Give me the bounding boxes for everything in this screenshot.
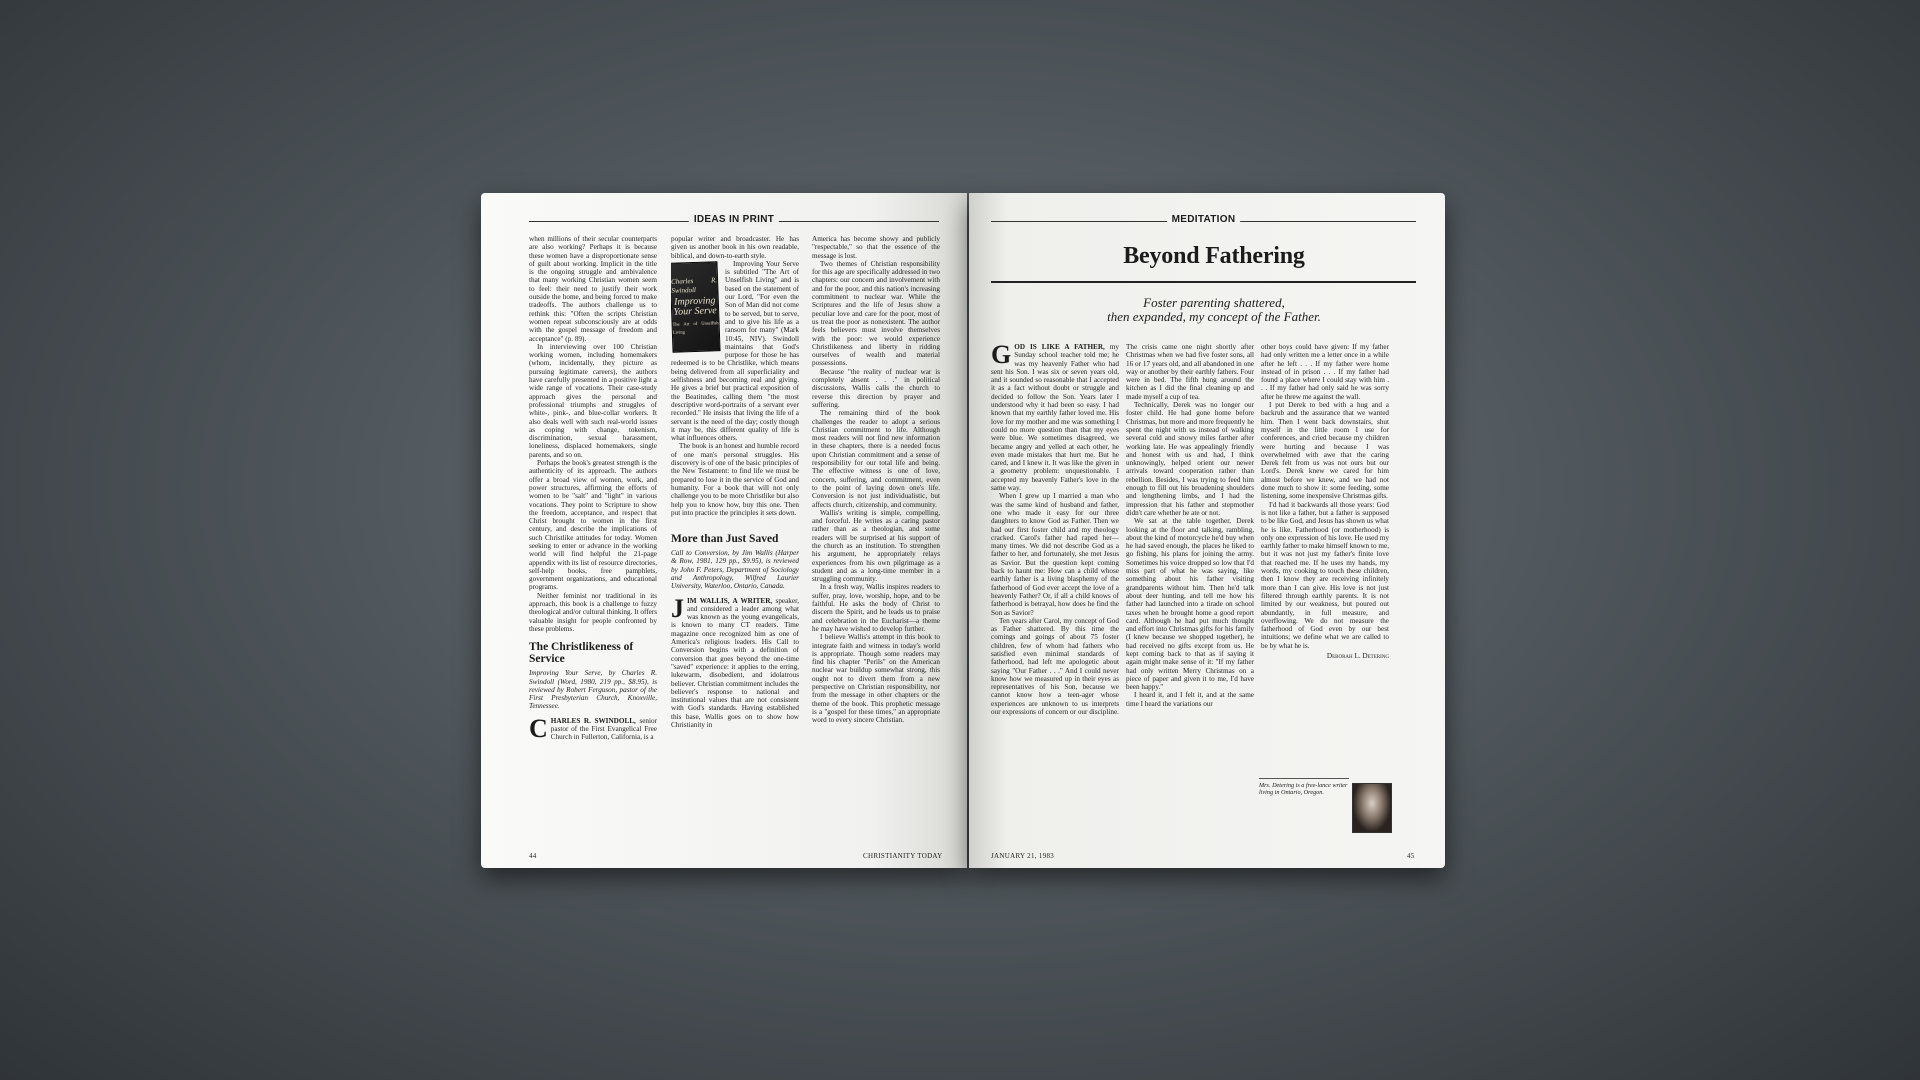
paragraph: other boys could have given: If my father had only written me a letter once in a while after he left . . . If my father were home instead of in prison . . . If my father had found a place where I could stay with him . . . If my father had only said he was sorry after he threw me against the wall. — [1261, 343, 1389, 401]
drop-cap: J — [671, 593, 684, 623]
paragraph: Technically, Derek was no longer our foster child. He had gone home before Christmas, but more and more frequently he spent the night with us instead of walking several cold and snowy miles farther after working late. He was appealingly friendly and honest with us and had, I think unknowingly, helped orient our newer arrivals toward cooperation rather than rebellion. Besides, I was trying to feed him enough to fill out his broadening shoulders and lengthening limbs, and I had the impression that his father and stepmother didn't care whether he ate or not. — [1126, 401, 1254, 517]
section-label: MEDITATION — [1167, 214, 1241, 225]
left-page — [481, 193, 967, 868]
right-page — [969, 193, 1445, 868]
author-signature: Deborah L. Detering — [1326, 651, 1389, 660]
paragraph: popular writer and broadcaster. He has given us another book in his own readable, biblical, and down-to-earth style. — [671, 235, 799, 260]
review-title: More than Just Saved — [671, 533, 779, 546]
page-folio: 45 — [1407, 852, 1415, 860]
right-page-header — [991, 214, 1416, 234]
title-rule — [991, 281, 1416, 283]
paragraph: Ten years after Carol, my concept of God as Father shattered. By this time the comings and goings of about 75 foster children, few of whom had fathers who satisfied even minimal standards of fatherhood, had left me apologetic about saying "Our Father . . ." And I could never know how we measured up in their eyes as representatives of his Son, because we cannot know how a teen-ager whose experiences are unknown to us interprets our expressions of concern or our discipline. — [991, 616, 1119, 717]
author-bio: Mrs. Detering is a free-lance writer living in Ontario, Oregon. — [1259, 778, 1349, 796]
page-folio: 44 — [529, 852, 537, 860]
left-column-1 — [529, 235, 657, 845]
paragraph: I believe Wallis's attempt in this book to integrate faith and witness in today's world is appropriate. Though some readers may find his chapter "Perils" on the American nuclear war buildup somewhat strong, this ought not to divert them from a new perspective on Christian responsibility, nor from the message in other chapters or the theme of the book. This prophetic message is a "gospel for these times," an appropriate word to every sincere Christian. — [812, 633, 940, 725]
paragraph: I'd had it backwards all those years: God is not like a father, but a father is supposed to be like God, and Jesus has shown us what he is like. Fatherhood (or motherhood) is only one expression of his love. He used my earthly father to make himself known to me, but it was not just my father's finite love that reached me. If he uses my hands, my words, my cooking to touch these children, then I know they are receiving infinitely more than I can give. His love is not just filtered through earthly parents. It is not limited by our weakness, but poured out abundantly, in full measure, and overflowing. We do not measure the fatherhood of God even by our best intuitions; we define what we are called to be by what he is. — [1261, 500, 1389, 650]
left-column-3 — [812, 235, 940, 845]
review-credit: Improving Your Serve, by Charles R. Swindoll (Word, 1980, 219 pp., $8.95), is reviewed by Robert Ferguson, pastor of the First Presbyterian Church, Knoxville, Tennessee. — [529, 669, 657, 711]
right-column-2 — [1126, 343, 1254, 843]
book-cover-image: Charles R. Swindoll Improving Your Serve The Art of Unselfish Living — [671, 261, 721, 353]
paragraph: The book is an honest and humble record of one man's personal struggles. His discovery is of one of the basic principles of the New Testament: to find life we must be prepared to lose it in the service of God and humanity. For a book that will not only challenge you to be more Christlike but also help you to know how, buy this one. Then put into practice the principles it sets down. — [671, 442, 799, 517]
paragraph: Wallis's writing is simple, compelling, and forceful. He writes as a caring pastor rather than as a theologian, and some readers will be surprised at his support of the church as an institution. To strengthen his argument, he appropriately relays experiences from his own pilgrimage as a student and as a long-time member in a struggling community. — [812, 508, 940, 584]
section-label: IDEAS IN PRINT — [689, 214, 779, 225]
paragraph: when millions of their secular counterparts are also working? Perhaps it is because these women have a disproportionate sense of guilt about working. Implicit in the title is the ongoing struggle and ambivalence that many working Christian women seem to feel: their need to justify their work outside the home, and being forced to make tradeoffs. The authors challenge us to rethink this: "Often the scripts Christian women repeat subconsciously are at odds with the gospel message of freedom and acceptance" (p. 89). — [529, 235, 657, 343]
paragraph: Improving Your Serve is subtitled "The Art of Unselfish Living" and is based on the statement of our Lord, "For even the Son of Man did not come to be served, but to serve, and to give his life as a ransom for many" (Mark 10:45, NIV). Swindoll maintains that God's purpose for those he has redeemed is to be Christlike, which means being delivered from all superficiality and selfishness and becoming real and giving. He gives a brief but practical exposition of the Beatitudes, calling them "the most descriptive word-portraits of a servant ever recorded." He insists that living the life of a servant is the need of the day; costly though it may be, this different quality of life is what influences others. — [671, 259, 799, 443]
article-title: Beyond Fathering — [1123, 243, 1305, 269]
paragraph: Two themes of Christian responsibility for this age are specifically addressed in two chapters: our concern and involvement with and for the poor, and this nation's increasing commitment to nuclear war. While the Scriptures and the life of Jesus show a peculiar love and care for the poor, most of us treat the poor as nonexistent. The author feels believers must involve themselves with the poor: we would experience Christlikeness and liberty in ridding ourselves of wealth and material possessions. — [812, 259, 940, 368]
paragraph: America has become showy and publicly "respectable," so that the essence of the message is lost. — [812, 235, 940, 260]
drop-cap: C — [529, 713, 548, 743]
review-lead-paragraph: CHARLES R. SWINDOLL, senior pastor of the First Evangelical Free Church in Fullerton, California, is a — [529, 713, 657, 743]
review-credit: Call to Conversion, by Jim Wallis (Harper & Row, 1981, 129 pp., $9.95), is reviewed by John F. Peters, Department of Sociology and Anthropology, Wilfred Laurier University, Waterloo, Ontario, Canada. — [671, 549, 799, 591]
article-deck: Foster parenting shattered, then expanded, my concept of the Father. — [1107, 295, 1321, 324]
issue-date: JANUARY 21, 1983 — [991, 852, 1055, 860]
paragraph: When I grew up I married a man who was the same kind of husband and father, one who made it easy for our three daughters to know God as Father. Then we had our first foster child and my theology cracked. Carol's father had raped her—many times. We did not describe God as a father to her, and fortunately, she met Jesus as Savior. But the question kept coming back to haunt me: How can a child whose earthly father is a living blasphemy of the fatherhood of God ever accept the love of a heavenly Father? Or, if all a child knows of fatherhood is betrayal, how does he find the Son as Savior? — [991, 492, 1119, 617]
paragraph: Neither feminist nor traditional in its approach, this book is a challenge to fuzzy theological and/or cultural thinking. It offers valuable insight for people confronted by these problems. — [529, 591, 657, 633]
magazine-spread — [481, 193, 1445, 868]
paragraph: We sat at the table together, Derek looking at the floor and talking, rambling, about the kind of motorcycle he'd buy when he had saved enough, the places he liked to go fishing, his plans for joining the army. Sometimes his voice dropped so low that I'd miss part of what he was saying, like something about his father visiting grandparents without him. Then he'd talk about deer hunting, and tell me how his father had launched into a tirade on school taxes when he brought home a good report card. Although he had put much thought and effort into Christmas gifts for his family (I knew because we shopped together), he had received no gifts except from us. He kept coming back to that as if saying it again might make sense of it: "If my father had only written Merry Christmas on a piece of paper and given it to me, I'd have been happy." — [1126, 517, 1254, 692]
paragraph: In interviewing over 100 Christian working women, including homemakers (whom, incidentally, they picture as pursuing legitimate careers), the authors have carefully presented in a positive light a wide range of vocations. Their case-study approach gives the personal and professional triumphs and struggles of white-, pink-, and blue-collar workers. It also deals well with such real-world issues as coping with change, tokenism, discrimination, sexual harassment, loneliness, displaced homemakers, single parents, and so on. — [529, 342, 657, 459]
lead-paragraph: GOD IS LIKE A FATHER, my Sunday school teacher told me; he was my heavenly Father who had sent his Son. I was six or seven years old, and it sounded so reasonable that I accepted it as a fact without doubt or struggle and decided to follow the Son. Years later I understood why it had been so easy. I had known that my earthly father loved me. His love for my mother and me was something I could no more question than that my eyes were blue. We sometimes disagreed, we became angry and yelled at each other, he even made mistakes that hurt me. But he cared, and I knew it. It was like the given in a geometry problem: unquestionable. I accepted my heavenly Father's love in the same way. — [991, 343, 1119, 493]
review-title: The Christlikeness of Service — [529, 641, 634, 666]
author-photo — [1352, 783, 1392, 833]
review-lead-paragraph: JIM WALLIS, A WRITER, speaker, and considered a leader among what was known as the young evangelicals, is known to many CT readers. Time magazine once recognized him as one of America's religious leaders. His Call to Conversion begins with a definition of conversion that goes beyond the one-time "saved" experience: it applies to the erring, lukewarm, disobedient, and idolatrous believer. Christian commitment includes the believer's response to national and institutional values that are not consistent with God's standards. Having established this base, Wallis goes on to show how Christianity in — [671, 593, 799, 730]
paragraph: In a fresh way, Wallis inspires readers to suffer, pray, love, worship, hope, and to be faithful. He asks the body of Christ to discern the Spirit, and he leads us to praise and celebration in the Eucharist—a theme he may have wished to develop further. — [812, 583, 940, 633]
right-column-3 — [1261, 343, 1389, 773]
paragraph: Perhaps the book's greatest strength is the authenticity of its approach. The authors offer a broad view of women, work, and power structures, affirming the efforts of women to be "salt" and "light" in various vocations. They point to Scripture to show the freedom, acceptance, and respect that Christ brought to women in the first century, and describe the implications of such Christlike attitudes for today. Women seeking to enter or advance in the working world will find helpful the 21-page appendix with its list of resource directories, self-help books, free pamphlets, government organizations, and educational programs. — [529, 459, 657, 592]
paragraph: Because "the reality of nuclear war is completely absent . . ." in political discussions, Wallis calls the church to reverse this direction by prayer and suffering. — [812, 367, 940, 409]
right-column-1 — [991, 343, 1119, 843]
left-column-2 — [671, 235, 799, 845]
paragraph: The remaining third of the book challenges the reader to adopt a serious Christian commitment to life. Although most readers will not find new information in these chapters, there is a needed focus upon Christian commitment and a sense of responsibility for our total life and being. The effective witness is one of love, concern, suffering, and commitment, even to the point of laying down one's life. Conversion is not just individualistic, but affects church, citizenship, and community. — [812, 409, 940, 509]
left-page-header — [529, 214, 939, 234]
paragraph: The crisis came one night shortly after Christmas when we had five foster sons, all 16 or 17 years old, and all abandoned in one way or another by their earthly fathers. Four were in bed. The fifth hung around the kitchen as I did the final cleaning up and made myself a cup of tea. — [1126, 343, 1254, 401]
magazine-name: CHRISTIANITY TODAY — [863, 852, 943, 860]
paragraph: I heard it, and I felt it, and at the same time I heard the variations our — [1126, 691, 1254, 708]
drop-cap: G — [991, 343, 1012, 369]
paragraph: I put Derek to bed with a hug and a backrub and the assurance that we wanted him. Then I went back downstairs, shut myself in the little room I use for conferences, and cried because my children were hurting and because I was overwhelmed with awe that the caring Derek felt from us was not ours but our Lord's. Derek knew we cared for him almost before we knew, and we had not done much to show it: some feeding, some listening, some inexpensive Christmas gifts. — [1261, 401, 1389, 501]
